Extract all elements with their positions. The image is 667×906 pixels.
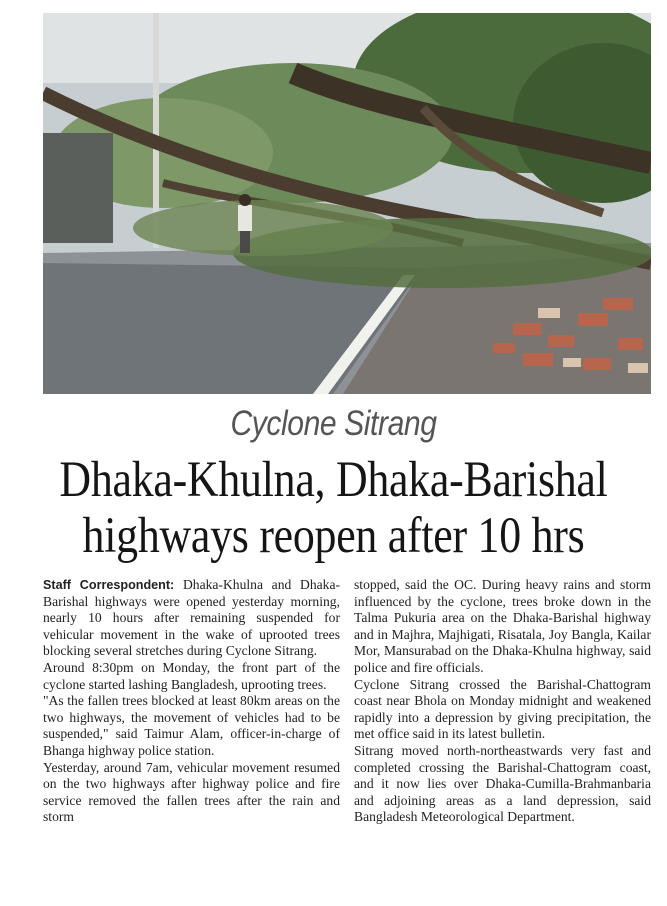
headline-line-2: highways reopen after 10 hrs bbox=[82, 508, 585, 564]
paragraph-text: Dhaka-Khulna and Dhaka-Barishal highways were opened yesterday morning, nearly 10 hours after remaining suspended for vehicular movement in the wake of uprooted trees blocking several stretches during Cyclone Sitrang. bbox=[43, 577, 341, 659]
article-column-1 bbox=[43, 577, 340, 826]
paragraph: Sitrang moved north-northeastwards very fast and completed crossing the Barishal-Chattogram coast, and it now lies over Dhaka-Cumilla-Brahmanbaria and adjoining areas as a land depression, said Bangladesh Meteorological Department. bbox=[354, 742, 651, 825]
article-photo-fallen-trees bbox=[43, 13, 651, 394]
paragraph: Yesterday, around 7am, vehicular movement resumed on the two highways after highway police and fire service removed the fallen trees after the rain and storm bbox=[43, 759, 340, 825]
fallen-trees-illustration bbox=[43, 13, 651, 394]
paragraph: Around 8:30pm on Monday, the front part of the cyclone started lashing Bangladesh, uprooting trees. bbox=[43, 659, 340, 692]
paragraph: stopped, said the OC. During heavy rains and storm influenced by the cyclone, trees broke down in the Talma Pukuria area on the Dhaka-Barishal highway and in Majhra, Majhigati, Risatala, Joy Bangla, Kailar Mor, Mansurabad on the Dhaka-Khulna highway, said police and fire officials. bbox=[354, 577, 651, 675]
article-column-2 bbox=[354, 577, 651, 826]
headline-line-1: Dhaka-Khulna, Dhaka-Barishal bbox=[59, 452, 608, 508]
paragraph: "As the fallen trees blocked at least 80km areas on the two highways, the movement of vehicles had to be suspended," said Taimur Alam, officer-in-charge of Bhanga highway police station. bbox=[43, 693, 340, 758]
byline: Staff Correspondent: bbox=[43, 578, 175, 592]
paragraph bbox=[43, 577, 340, 660]
article-headline bbox=[47, 452, 621, 564]
paragraph: Cyclone Sitrang crossed the Barishal-Chattogram coast near Bhola on Monday midnight and weakened rapidly into a depression by giving precipitation, the met office said in its latest bulletin. bbox=[354, 676, 651, 742]
article-kicker: Cyclone Sitrang bbox=[230, 404, 437, 443]
article-body bbox=[43, 577, 651, 826]
